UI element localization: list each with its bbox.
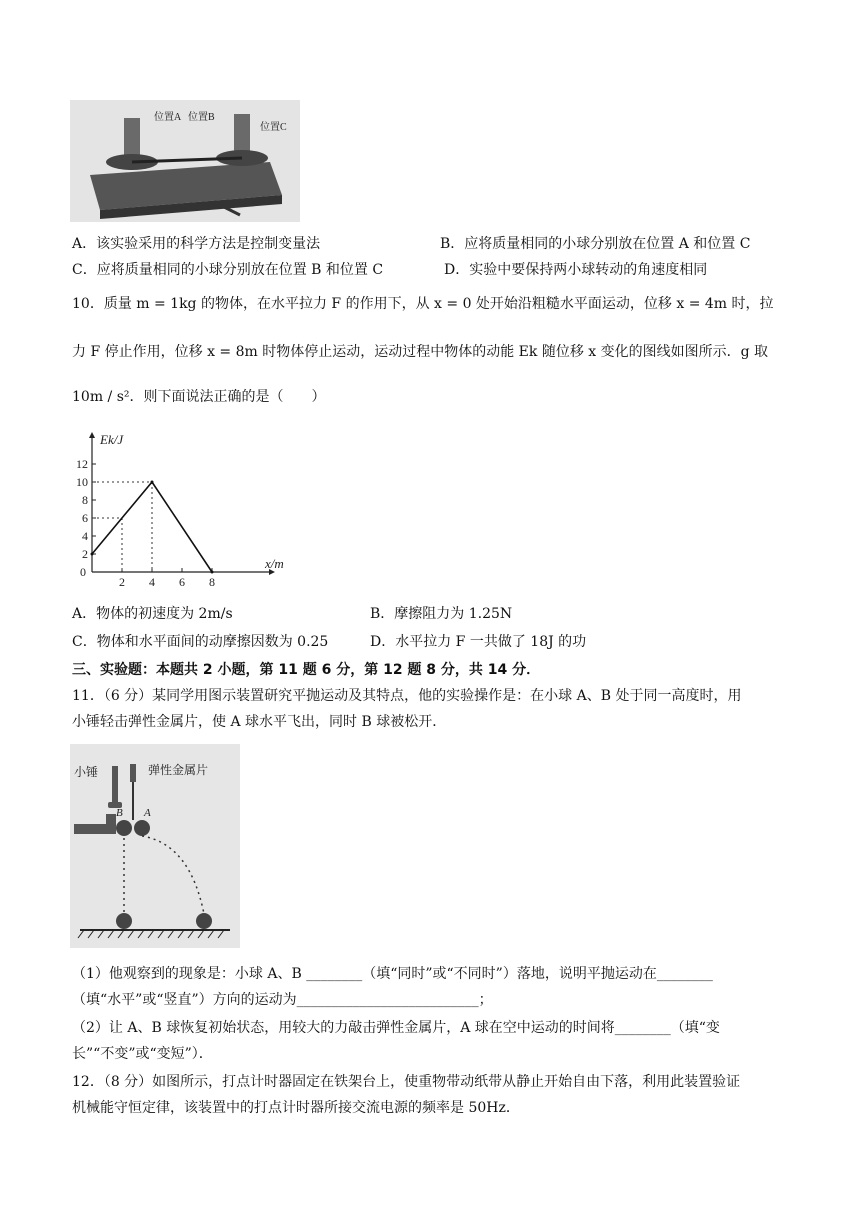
q12-stem-line2: 机械能守恒定律，该装置中的打点计时器所接交流电源的频率是 50Hz． bbox=[72, 1100, 520, 1116]
q11-stem-line1: 11．（6 分）某同学用图示装置研究平抛运动及其特点，他的实验操作是：在小球 A、B 处于同一高度时，用 bbox=[72, 688, 742, 704]
q11-part2-line2: 长”“不变”或“变短”）． bbox=[72, 1046, 213, 1062]
q11-apparatus-figure bbox=[70, 744, 240, 948]
x-tick-label: 2 bbox=[119, 575, 125, 588]
ek-point bbox=[211, 571, 214, 574]
section3-heading: 三、实验题：本题共 2 小题，第 11 题 6 分，第 12 题 8 分，共 14 分． bbox=[72, 662, 541, 678]
ek-point bbox=[91, 553, 94, 556]
q10-option-b: B．摩擦阻力为 1.25N bbox=[370, 606, 513, 622]
y-tick-label: 2 bbox=[82, 547, 88, 561]
q10-stem-line3: 10m / s²．则下面说法正确的是（ ） bbox=[72, 389, 326, 405]
y-tick-label: 12 bbox=[76, 457, 88, 471]
q12-stem-line1: 12．（8 分）如图所示，打点计时器固定在铁架台上，使重物带动纸带从静止开始自由下落，利用此装置验证 bbox=[72, 1074, 741, 1090]
q11-stem-line2: 小锤轻击弹性金属片，使 A 球水平飞出，同时 B 球被松开． bbox=[72, 714, 447, 730]
x-axis-label: x/m bbox=[265, 556, 284, 571]
q9-option-b: B．应将质量相同的小球分别放在位置 A 和位置 C bbox=[440, 236, 751, 252]
y-tick-label: 4 bbox=[82, 529, 88, 543]
origin-label: 0 bbox=[80, 565, 86, 579]
q9-option-c: C．应将质量相同的小球分别放在位置 B 和位置 C bbox=[72, 262, 384, 278]
q9-label-B: 位置B bbox=[188, 112, 215, 123]
q11-label-ball-b: B bbox=[116, 807, 123, 819]
q9-label-A: 位置A bbox=[154, 112, 182, 123]
q11-part2-line1: （2）让 A、B 球恢复初始状态，用较大的力敲击弹性金属片，A 球在空中运动的时间将________（填“变 bbox=[72, 1020, 720, 1036]
x-tick-label: 6 bbox=[179, 575, 185, 588]
q10-stem-line2: 力 F 停止作用，位移 x = 8m 时物体停止运动，运动过程中物体的动能 Ek 随位移 x 变化的图线如图所示．g 取 bbox=[72, 344, 769, 360]
q9-apparatus-photo bbox=[70, 100, 300, 222]
x-tick-label: 8 bbox=[209, 575, 215, 588]
q9-option-d: D．实验中要保持两小球转动的角速度相同 bbox=[444, 262, 708, 278]
y-axis-label: Ek/J bbox=[100, 432, 124, 447]
q10-option-a: A．物体的初速度为 2m/s bbox=[72, 606, 233, 622]
y-tick-label: 6 bbox=[82, 511, 88, 525]
q11-part1-line1: （1）他观察到的现象是：小球 A、B ________（填“同时”或“不同时”）落地，说明平抛运动在________ bbox=[72, 966, 713, 982]
y-axis-arrow bbox=[89, 432, 95, 438]
x-tick-label: 4 bbox=[149, 575, 155, 588]
y-tick-label: 8 bbox=[82, 493, 88, 507]
ek-point bbox=[151, 481, 154, 484]
q9-option-a: A．该实验采用的科学方法是控制变量法 bbox=[72, 236, 321, 252]
q11-label-hammer: 小锤 bbox=[74, 765, 99, 779]
q10-option-c: C．物体和水平面间的动摩擦因数为 0.25 bbox=[72, 634, 329, 650]
q10-option-d: D．水平拉力 F 一共做了 18J 的功 bbox=[370, 634, 587, 650]
q11-part1-line2: （填“水平”或“竖直”）方向的运动为__________________________； bbox=[72, 992, 493, 1008]
q10-stem-line1: 10．质量 m = 1kg 的物体，在水平拉力 F 的作用下，从 x = 0 处开始沿粗糙水平面运动，位移 x = 4m 时，拉 bbox=[72, 296, 774, 312]
q11-label-ball-a: A bbox=[144, 807, 151, 819]
q11-label-metal-sheet: 弹性金属片 bbox=[148, 763, 209, 777]
y-tick-label: 10 bbox=[76, 475, 88, 489]
ek-x-chart bbox=[70, 428, 320, 588]
q9-label-C: 位置C bbox=[260, 122, 287, 133]
